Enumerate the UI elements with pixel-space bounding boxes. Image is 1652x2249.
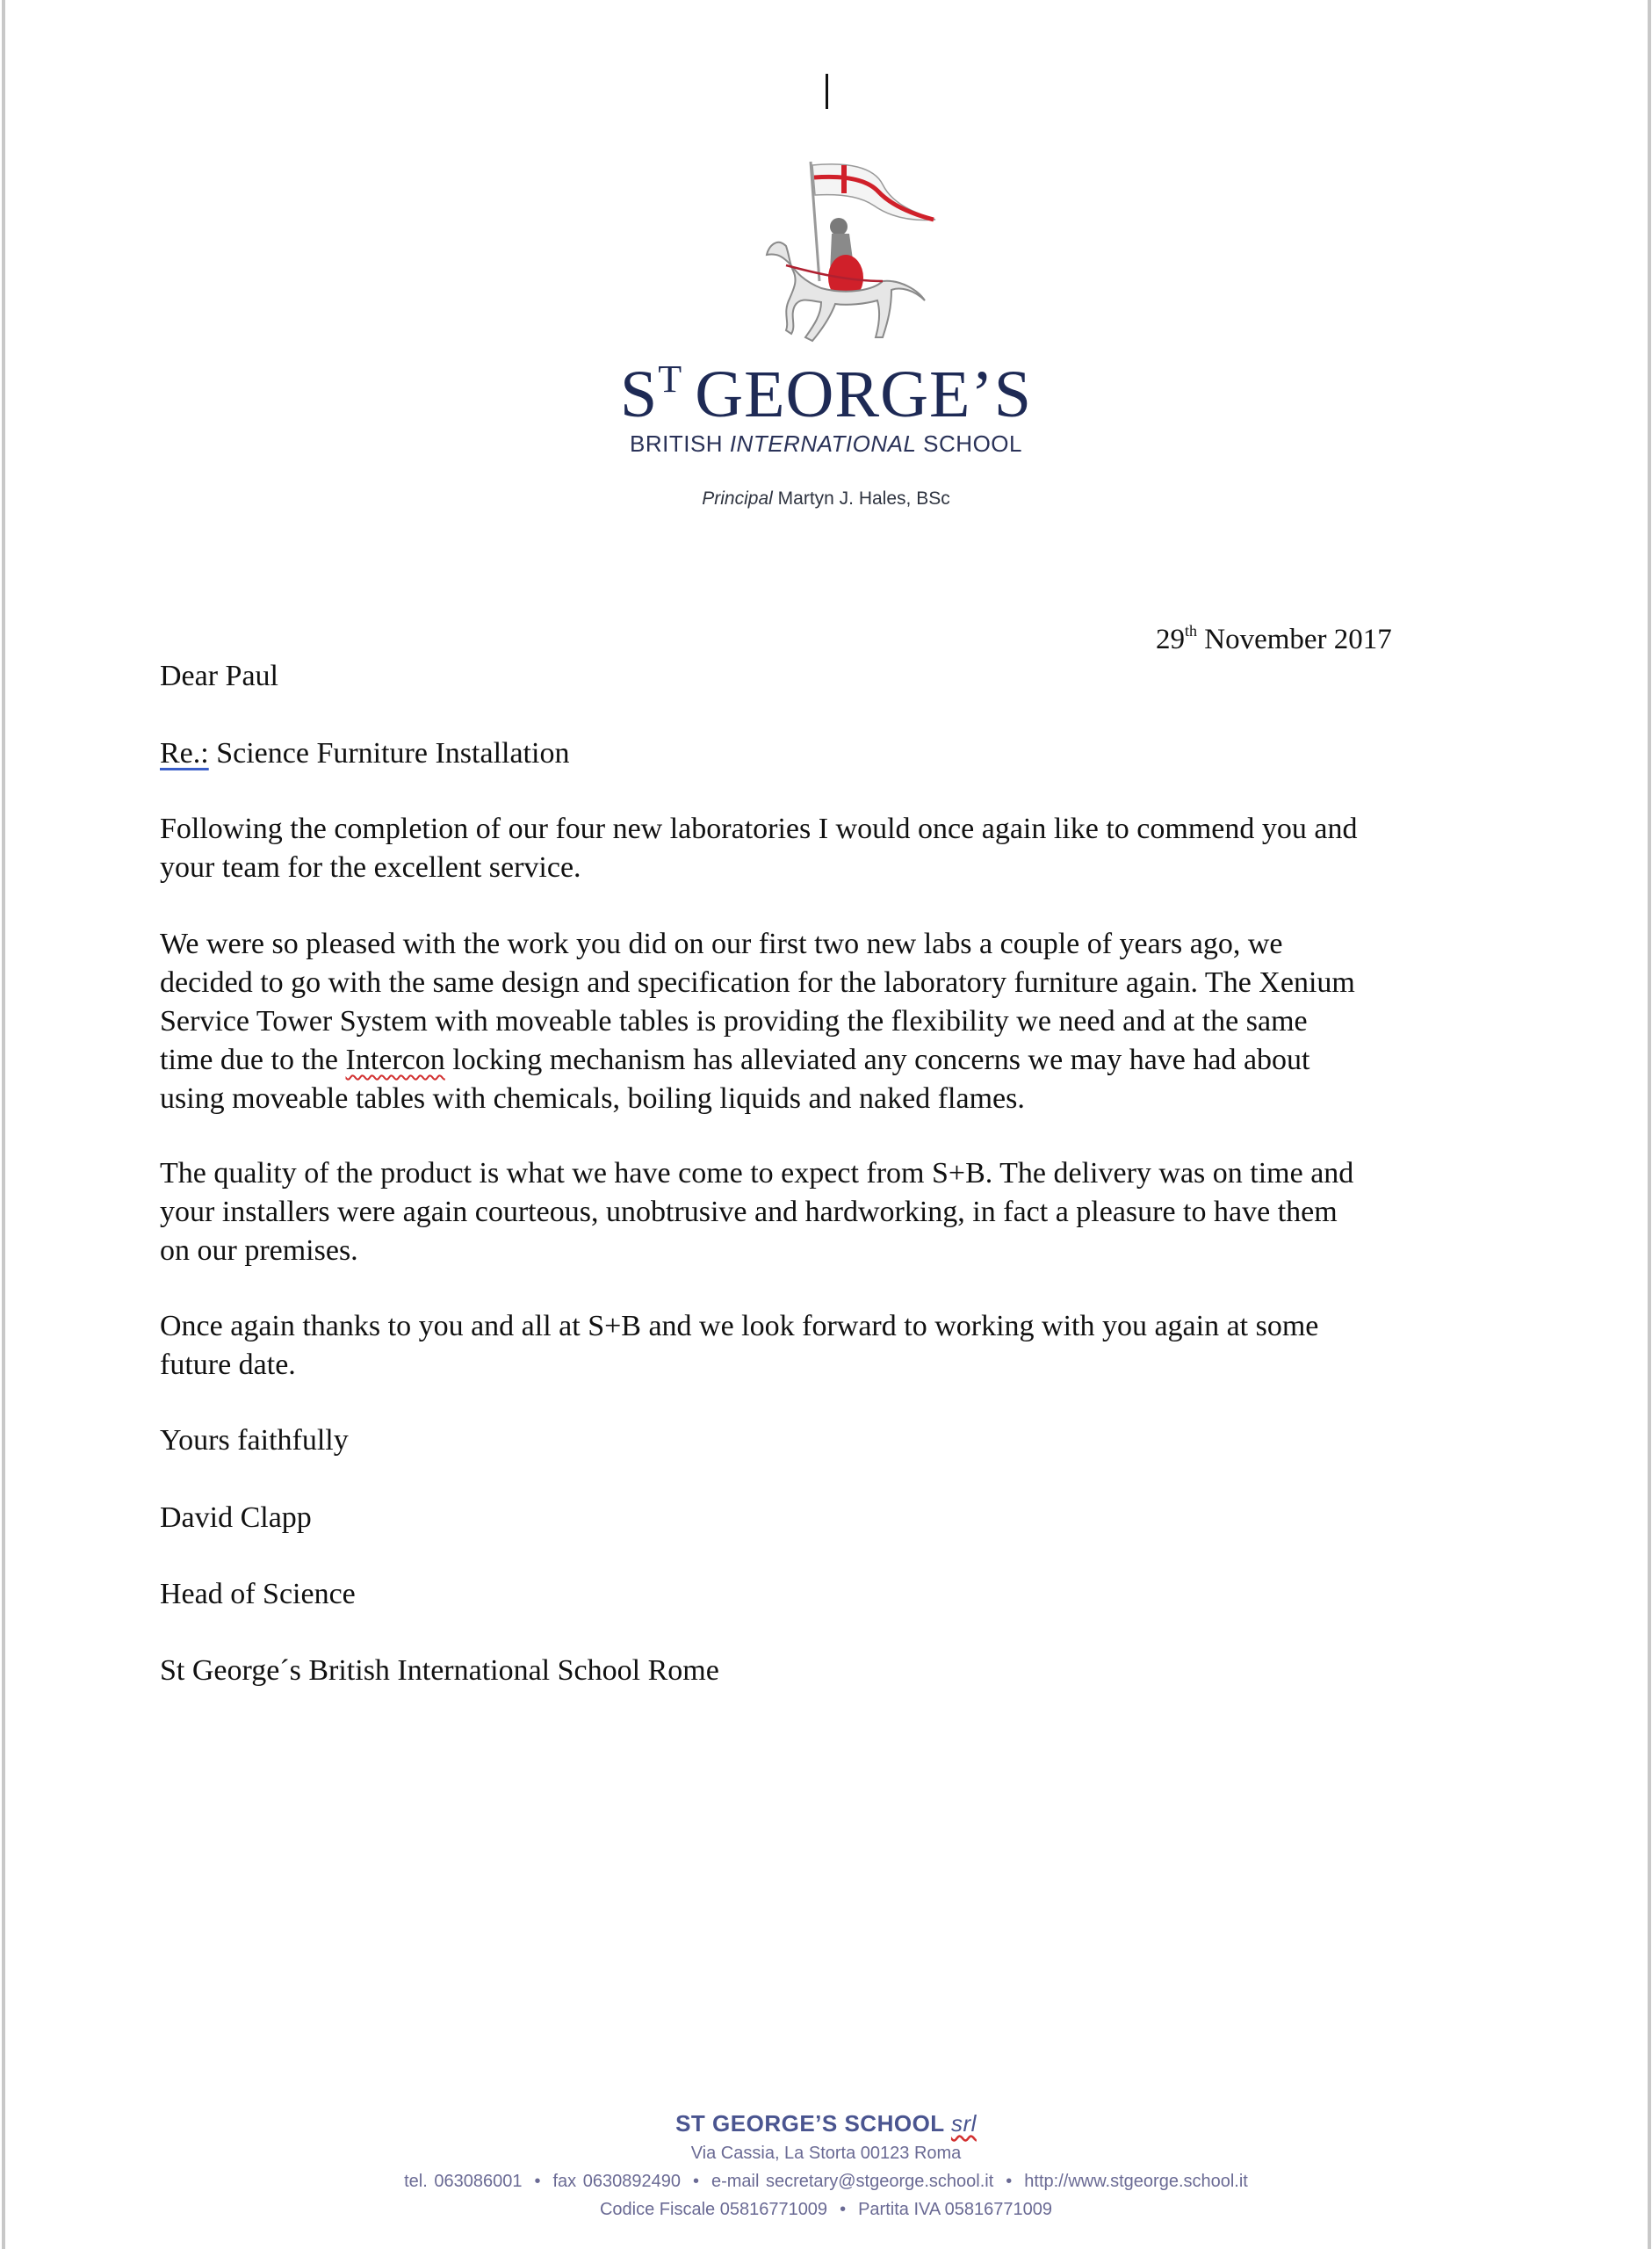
bullet-separator: •	[692, 2172, 699, 2191]
paragraph-line: Following the completion of our four new laboratories I would once again like to commend you and	[160, 813, 1358, 845]
paragraph-4	[160, 1307, 1318, 1385]
paragraph-line: future date.	[160, 1349, 296, 1381]
paragraph-2	[160, 925, 1355, 1118]
text-cursor	[826, 74, 828, 109]
spellcheck-flagged-word: Intercon	[345, 1044, 445, 1076]
subtitle-school: SCHOOL	[923, 430, 1022, 457]
paragraph-line	[160, 1041, 1355, 1080]
footer-address: Via Cassia, La Storta 00123 Roma	[690, 2144, 962, 2163]
subject-text: Science Furniture Installation	[216, 737, 570, 770]
footer-company-name: ST GEORGE’S SCHOOL	[675, 2110, 945, 2137]
paragraph-line: decided to go with the same design and specification for the laboratory furniture again. The Xenium	[160, 966, 1355, 999]
date-suffix: th	[1185, 622, 1198, 640]
footer-fax: fax 0630892490	[552, 2172, 681, 2191]
bullet-separator: •	[534, 2172, 541, 2191]
bullet-separator: •	[1006, 2172, 1013, 2191]
st-george-knight-logo-icon	[751, 149, 940, 351]
paragraph-line: on our premises.	[160, 1234, 358, 1267]
principal-line	[0, 488, 1652, 510]
footer-email: e-mail secretary@stgeorge.school.it	[711, 2172, 994, 2191]
school-brand-subtitle	[0, 430, 1652, 458]
bullet-separator: •	[840, 2200, 847, 2219]
brand-prefix: S	[620, 358, 659, 431]
signer-organization: St George´s British International School Rome	[160, 1654, 719, 1687]
paragraph-line: Once again thanks to you and all at S+B and we look forward to working with you again at some	[160, 1310, 1319, 1342]
paragraph-line: Service Tower System with moveable tables is providing the flexibility we need and at the same	[160, 1005, 1308, 1038]
footer-tax-info	[0, 2200, 1652, 2220]
footer-tel: tel. 063086001	[404, 2172, 523, 2191]
line-segment: locking mechanism has alleviated any concerns we may have had about	[452, 1044, 1310, 1076]
brand-name: GEORGE’S	[695, 358, 1032, 431]
line-segment: time due to the	[160, 1044, 339, 1076]
letter-date	[1156, 622, 1392, 656]
brand-superscript: T	[658, 358, 683, 401]
date-day: 29	[1156, 624, 1185, 655]
re-label: Re.:	[160, 737, 209, 770]
footer-company	[0, 2110, 1652, 2137]
page-right-edge	[1648, 0, 1651, 2249]
signer-title: Head of Science	[160, 1578, 356, 1610]
subtitle-british: BRITISH	[630, 430, 724, 457]
page-left-edge	[2, 0, 5, 2249]
footer-website: http://www.stgeorge.school.it	[1024, 2172, 1248, 2191]
closing: Yours faithfully	[160, 1424, 349, 1457]
footer-company-suffix: srl	[950, 2110, 977, 2137]
footer-contact	[0, 2172, 1652, 2192]
school-brand-title	[0, 358, 1652, 431]
footer-partita-iva: Partita IVA 05816771009	[858, 2200, 1052, 2219]
subtitle-international: INTERNATIONAL	[729, 430, 917, 457]
paragraph-line: your team for the excellent service.	[160, 851, 581, 884]
signer-name: David Clapp	[160, 1501, 312, 1534]
paragraph-line: your installers were again courteous, unobtrusive and hardworking, in fact a pleasure to have them	[160, 1196, 1338, 1228]
principal-name: Martyn J. Hales, BSc	[777, 488, 950, 509]
subject-line	[160, 734, 569, 773]
date-month-year: November 2017	[1204, 624, 1392, 655]
paragraph-line: The quality of the product is what we have come to expect from S+B. The delivery was on time and	[160, 1157, 1354, 1190]
salutation: Dear Paul	[160, 660, 279, 692]
footer-codice-fiscale: Codice Fiscale 05816771009	[599, 2200, 828, 2219]
paragraph-line: We were so pleased with the work you did on our first two new labs a couple of years ago, we	[160, 928, 1283, 960]
paragraph-3	[160, 1154, 1353, 1270]
principal-label: Principal	[702, 488, 773, 509]
paragraph-line: using moveable tables with chemicals, boiling liquids and naked flames.	[160, 1082, 1025, 1115]
paragraph-1	[160, 810, 1357, 887]
